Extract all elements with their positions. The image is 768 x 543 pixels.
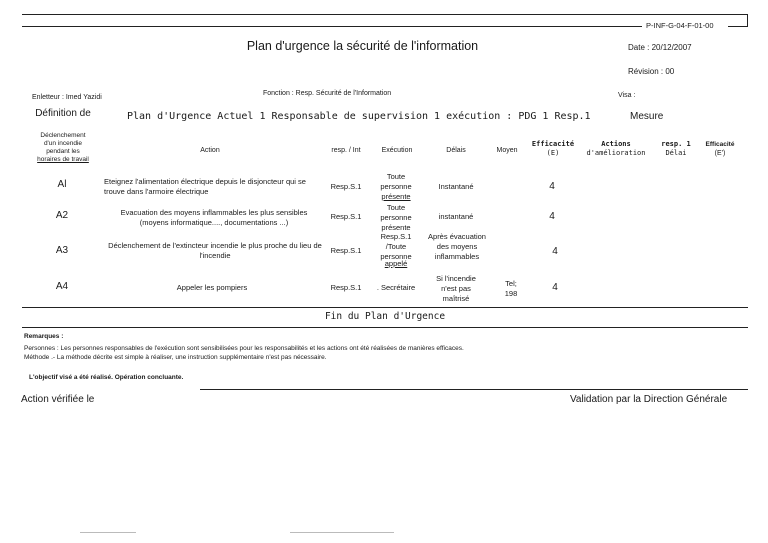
row-delais-a2: instantané xyxy=(438,212,474,221)
delais-col-header: Délais xyxy=(446,147,466,154)
validation-label: Validation par la Direction Générale xyxy=(570,394,728,405)
action-verified-label: Action vérifiée le xyxy=(21,394,95,405)
efficacite-col-header: Efficacité (E) xyxy=(531,140,575,157)
resp-col-header: resp. / Int xyxy=(331,147,361,154)
row-action-a2: Evacuation des moyens inflammables les plus sensibles (moyens informatique...., documentations ...) xyxy=(120,208,308,227)
row-id-a1: Al xyxy=(57,179,67,190)
table-bottom-line xyxy=(22,307,748,308)
row-delais-a1: Instantané xyxy=(438,182,474,191)
remarks-title: Remarques : xyxy=(24,333,64,340)
mesure-header: Mesure xyxy=(630,111,664,122)
execution-col-header: Exécution xyxy=(381,147,413,154)
row-id-a2: A2 xyxy=(55,210,69,221)
row-action-a3: Déclenchement de l'extincteur incendie le plus proche du lieu de l'incendie xyxy=(108,241,322,260)
resp-delai-col-header: resp. 1 Délai xyxy=(661,140,691,157)
action-col-header: Action xyxy=(200,147,220,154)
remark-personnes: Personnes : Les personnes responsables de l'exécution sont sensibilisées pour les responsabilités et les actions ont été réalisées de manières efficaces. xyxy=(24,345,464,352)
row-id-a4: A4 xyxy=(55,281,69,292)
row-exec-a2: Toute personne présente xyxy=(380,203,412,232)
row-moyen-a4: Tel; 198 xyxy=(504,279,518,298)
row-eff-a1: 4 xyxy=(549,181,555,192)
signature-line-right xyxy=(290,532,394,533)
moyen-col-header: Moyen xyxy=(496,147,518,154)
author-label: Enletteur : Imed Yazidi xyxy=(32,94,102,101)
revision-label: Révision : 00 xyxy=(628,67,675,76)
row-eff-a3: 4 xyxy=(552,246,558,257)
header-rule-left xyxy=(22,26,642,27)
row-action-a1: Eteignez l'alimentation électrique depuis le disjoncteur qui se trouve dans l'armoire électrique xyxy=(104,177,306,196)
page-title: Plan d'urgence la sécurité de l'information xyxy=(246,39,479,53)
top-border-line xyxy=(22,14,748,15)
header-rule-right xyxy=(728,26,748,27)
plan-header: Plan d'Urgence Actuel 1 Responsable de supervision 1 exécution : PDG 1 Resp.1 xyxy=(127,111,591,122)
objective-underline xyxy=(200,389,748,390)
visa-label: Visa : xyxy=(618,92,636,99)
fin-plan-label: Fin du Plan d'Urgence xyxy=(324,311,446,322)
row-resp-a2: Resp.S.1 xyxy=(330,212,362,221)
row-eff-a2: 4 xyxy=(549,211,555,222)
row-id-a3: A3 xyxy=(55,245,69,256)
definition-header: Définition de xyxy=(35,108,91,119)
date-label: Date : 20/12/2007 xyxy=(628,43,692,52)
efficacite2-col-header: Efficacité (E') xyxy=(705,141,735,157)
doc-reference: P-INF-G-04-F-01-00 xyxy=(646,21,714,30)
row-exec-a3: Resp.S.1 /Toute personne appelé xyxy=(380,232,412,268)
function-label: Fonction : Resp. Sécurité de l'Information xyxy=(263,90,392,97)
row-delais-a3: Après évacuation des moyens inflammables xyxy=(428,232,486,261)
row-eff-a4: 4 xyxy=(552,282,558,293)
row-action-a4: Appeler les pompiers xyxy=(176,283,248,292)
top-right-bracket xyxy=(747,14,748,26)
amelioration-col-header: Actions d'amélioration xyxy=(586,140,646,157)
objective-statement: L'objectif visé a été réalisé. Opération concluante. xyxy=(29,374,184,381)
row-resp-a3: Resp.S.1 xyxy=(330,246,362,255)
fin-bottom-line xyxy=(22,327,748,328)
trigger-header: Déclenchement d'un incendie pendant les horaires de travail xyxy=(37,132,89,163)
row-resp-a4: Resp.S.1 xyxy=(330,283,362,292)
signature-line-left xyxy=(80,532,136,533)
remark-methode: Méthode .- La méthode décrite est simple à réaliser, une instruction supplémentaire n'est pas nécessaire. xyxy=(24,354,327,361)
row-delais-a4: Si l'incendie n'est pas maîtrisé xyxy=(436,274,476,303)
row-exec-a4: . Secrétaire xyxy=(376,283,416,292)
row-exec-a1: Toute personne présente xyxy=(380,172,412,201)
row-resp-a1: Resp.S.1 xyxy=(330,182,362,191)
